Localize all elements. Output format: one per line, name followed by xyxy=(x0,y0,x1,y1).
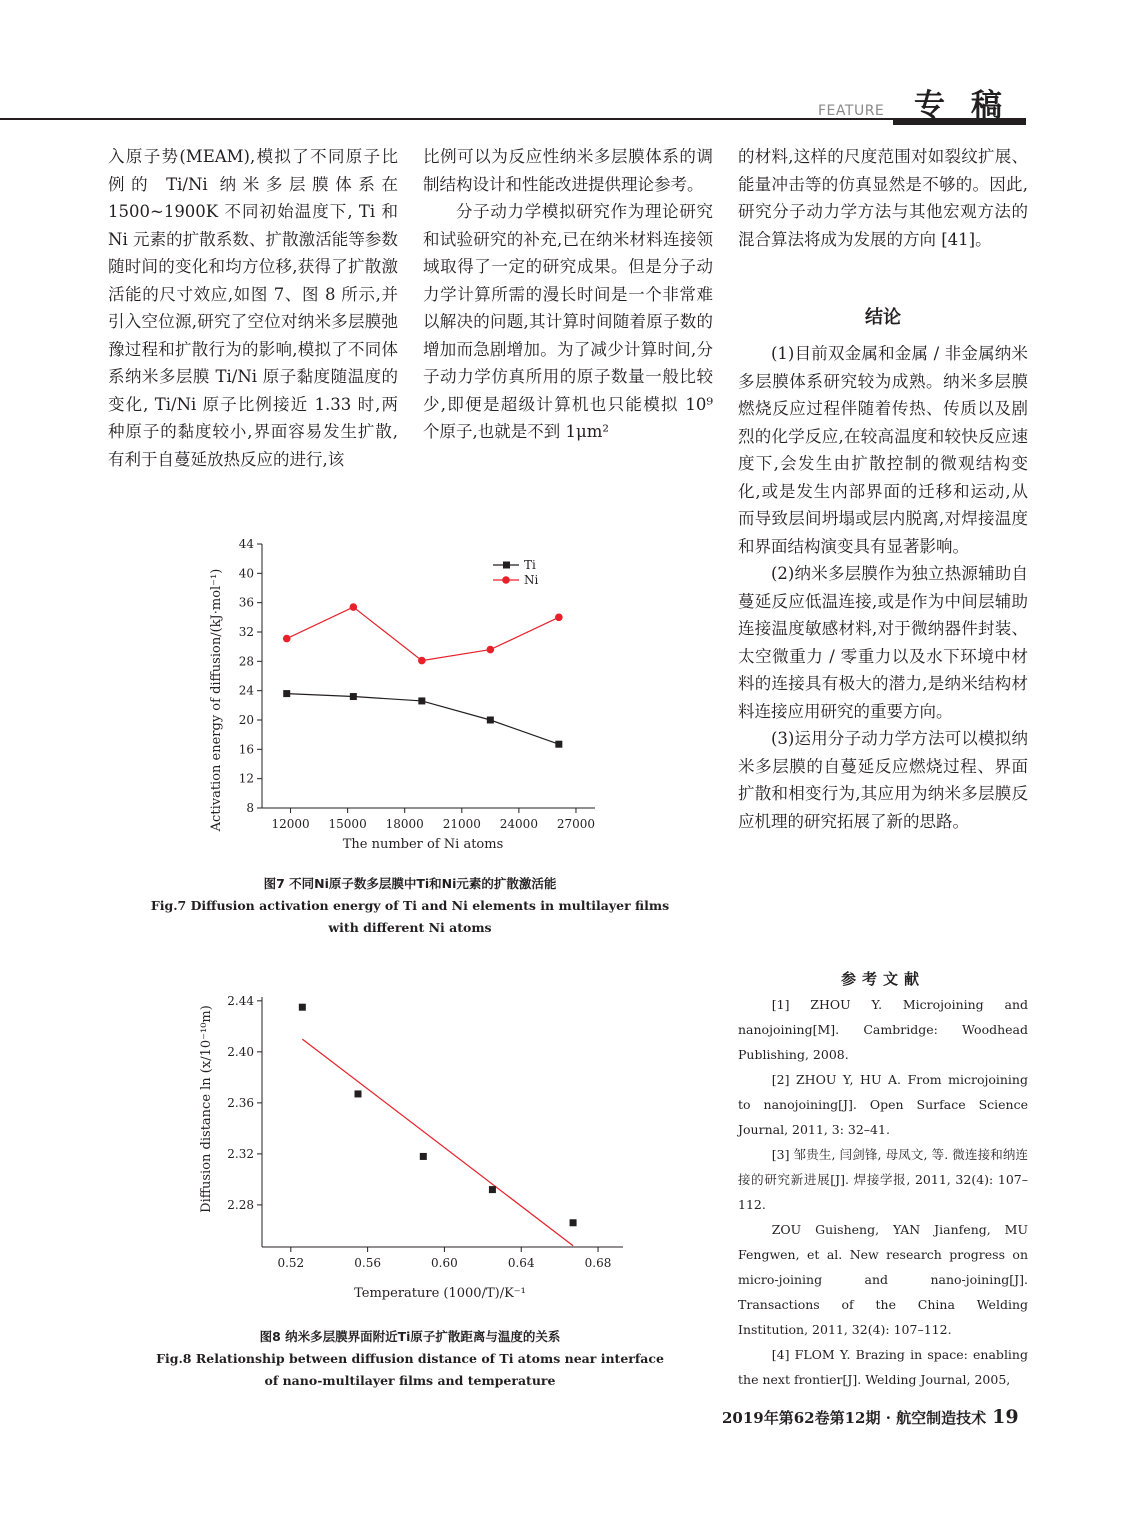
y-tick-label: 16 xyxy=(238,742,254,757)
data-point-ti xyxy=(555,741,562,748)
data-point xyxy=(355,1090,362,1097)
x-tick-label: 15000 xyxy=(328,817,367,831)
column-2 xyxy=(423,143,713,446)
data-point-ti xyxy=(487,717,494,724)
fig7-axes xyxy=(262,544,595,808)
conclusion-item-1: (1)目前双金属和金属 / 非金属纳米多层膜体系研究较为成熟。纳米多层膜燃烧反应过程伴随着传热、传质以及剧烈的化学反应,在较高温度和较快反应速度下,会发生由扩散控制的微观结构变化,或是发生内部界面的迁移和运动,从而导致层间坍塌或层内脱离,对焊接温度和界面结构演变具有显著影响。 xyxy=(738,344,1028,556)
y-tick-label: 20 xyxy=(238,713,254,727)
reference-item: [1] ZHOU Y. Microjoining and nanojoining[M]. Cambridge: Woodhead Publishing, 2008. xyxy=(738,997,1028,1062)
y-tick-label: 28 xyxy=(238,654,254,669)
fig7-y-axis-label: Activation energy of diffusion/(kJ·mol⁻¹) xyxy=(209,568,224,832)
header-section-title: 专稿 xyxy=(914,88,1028,124)
fit-line xyxy=(302,1039,573,1246)
x-tick-label: 12000 xyxy=(271,817,310,831)
fig8-caption-en: Fig.8 Relationship between diffusion distance of Ti atoms near interface of nano-multilayer films and temperature xyxy=(156,1351,664,1388)
x-tick-label: 18000 xyxy=(385,817,424,831)
y-tick-label: 2.44 xyxy=(227,993,254,1008)
y-tick-label: 8 xyxy=(246,801,254,815)
fig8-series xyxy=(299,1004,577,1246)
conclusion-body xyxy=(738,340,1028,835)
references-list xyxy=(738,992,1028,1392)
data-point xyxy=(299,1004,306,1011)
page-number: 19 xyxy=(992,1406,1019,1428)
x-tick-label: 21000 xyxy=(442,817,481,831)
data-point-ni xyxy=(350,603,358,611)
fig7-series xyxy=(283,603,563,747)
y-tick-label: 2.32 xyxy=(227,1146,254,1161)
data-point-ni xyxy=(555,614,563,622)
data-point xyxy=(420,1153,427,1160)
fig7-ticks xyxy=(239,537,595,831)
fig7-x-axis-label: The number of Ni atoms xyxy=(342,837,504,852)
fig8-ticks xyxy=(227,994,611,1270)
reference-item: [2] ZHOU Y, HU A. From microjoining to nanojoining[J]. Open Surface Science Journal, 2011, 3: 32–41. xyxy=(738,1072,1028,1137)
data-point-ti xyxy=(283,690,290,697)
reference-item: [4] FLOM Y. Brazing in space: enabling the next frontier[J]. Welding Journal, 2005, xyxy=(738,1347,1028,1387)
column-2-para-2: 分子动力学模拟研究作为理论研究和试验研究的补充,已在纳米材料连接领域取得了一定的研究成果。但是分子动力学计算所需的漫长时间是一个非常难以解决的问题,其计算时间随着原子数的增加而急剧增加。为了减少计算时间,分子动力学仿真所用的原子数量一般比较少,即便是超级计算机也只能模拟 10⁹ 个原子,也就是不到 1μm² xyxy=(423,202,713,441)
y-tick-label: 2.40 xyxy=(227,1044,254,1059)
header-feature-label: FEATURE xyxy=(818,103,885,119)
page-footer xyxy=(722,1406,1019,1428)
x-tick-label: 0.68 xyxy=(584,1256,612,1270)
conclusion-item-2: (2)纳米多层膜作为独立热源辅助自蔓延反应低温连接,或是作为中间层辅助连接温度敏感材料,对于微纳器件封装、太空微重力 / 零重力以及水下环境中材料的连接具有极大的潜力,是纳米结构材料连接应用研究的重要方向。 xyxy=(738,564,1028,721)
x-tick-label: 27000 xyxy=(556,817,596,831)
data-point-ti xyxy=(350,693,357,700)
data-point-ti xyxy=(418,697,425,704)
data-point xyxy=(570,1219,577,1226)
y-tick-label: 2.36 xyxy=(227,1095,254,1110)
reference-item: [3] 邹贵生, 闫剑锋, 母凤文, 等. 微连接和纳连接的研究新进展[J]. 焊接学报, 2011, 32(4): 107–112. xyxy=(738,1147,1028,1212)
data-point-ni xyxy=(487,646,495,654)
column-1 xyxy=(108,143,398,473)
fig8-chart xyxy=(150,985,670,1305)
data-point-ni xyxy=(418,657,426,665)
fig8-y-axis-label: Diffusion distance ln (x/10⁻¹⁰m) xyxy=(199,1005,214,1213)
legend-marker-ni xyxy=(502,576,510,584)
footer-journal: 2019年第62卷第12期 · 航空制造技术 xyxy=(722,1409,987,1427)
y-tick-label: 36 xyxy=(238,595,254,610)
data-point xyxy=(489,1186,496,1193)
conclusion-title: 结论 xyxy=(865,307,901,328)
legend-marker-ti xyxy=(503,562,510,569)
y-tick-label: 40 xyxy=(238,566,254,581)
fig8-x-axis-label: Temperature (1000/T)/K⁻¹ xyxy=(354,1286,526,1301)
fig8-axes xyxy=(262,997,623,1247)
y-tick-label: 24 xyxy=(238,683,254,698)
fig8-caption xyxy=(150,1326,670,1392)
fig7-legend xyxy=(493,558,539,587)
fig8-caption-cn: 图8 纳米多层膜界面附近Ti原子扩散距离与温度的关系 xyxy=(259,1329,561,1344)
x-tick-label: 24000 xyxy=(499,817,538,831)
legend-label-ti: Ti xyxy=(524,558,536,572)
reference-item: ZOU Guisheng, YAN Jianfeng, MU Fengwen, et al. New research progress on micro-joining and nano-joining[J]. Transactions of the China Welding Institution, 2011, 32(4): 107–112. xyxy=(738,1222,1028,1337)
x-tick-label: 0.60 xyxy=(431,1256,458,1270)
column-1-text: 入原子势(MEAM),模拟了不同原子比例的 Ti/Ni 纳米多层膜体系在 1500~1900K 不同初始温度下, Ti 和 Ni 元素的扩散系数、扩散激活能等参数随时间的变化和均方位移,获得了扩散激活能的尺寸效应,如图 7、图 8 所示,并引入空位源,研究了空位对纳米多层膜弛豫过程和扩散行为的影响,模拟了不同体系纳米多层膜 Ti/Ni 原子黏度随温度的变化, Ti/Ni 原子比例接近 1.33 时,两种原子的黏度较小,界面容易发生扩散,有利于自蔓延放热反应的进行,该 xyxy=(108,147,398,469)
references-title: 参考文献 xyxy=(840,970,925,988)
legend-label-ni: Ni xyxy=(524,573,539,587)
data-point-ni xyxy=(283,635,291,643)
column-3-para-0: 的材料,这样的尺度范围对如裂纹扩展、能量冲击等的仿真显然是不够的。因此,研究分子动力学方法与其他宏观方法的混合算法将成为发展的方向 [41]。 xyxy=(738,147,1028,249)
series-line-ni xyxy=(287,607,559,661)
fig7-caption-en: Fig.7 Diffusion activation energy of Ti and Ni elements in multilayer films with different Ni atoms xyxy=(150,898,670,935)
fig7-chart xyxy=(150,530,670,865)
fig7-caption xyxy=(150,873,670,939)
x-tick-label: 0.52 xyxy=(277,1256,305,1270)
y-tick-label: 44 xyxy=(238,537,254,551)
column-2-para-1: 比例可以为反应性纳米多层膜体系的调制结构设计和性能改进提供理论参考。 xyxy=(423,147,713,194)
x-tick-label: 0.64 xyxy=(507,1256,535,1270)
y-tick-label: 32 xyxy=(238,625,254,639)
fig7-caption-cn: 图7 不同Ni原子数多层膜中Ti和Ni元素的扩散激活能 xyxy=(263,876,557,891)
conclusion-item-3: (3)运用分子动力学方法可以模拟纳米多层膜的自蔓延反应燃烧过程、界面扩散和相变行为,其应用为纳米多层膜反应机理的研究拓展了新的思路。 xyxy=(738,729,1028,831)
y-tick-label: 2.28 xyxy=(227,1197,254,1212)
y-tick-label: 12 xyxy=(238,771,254,786)
column-3-top xyxy=(738,143,1028,253)
x-tick-label: 0.56 xyxy=(354,1256,381,1270)
